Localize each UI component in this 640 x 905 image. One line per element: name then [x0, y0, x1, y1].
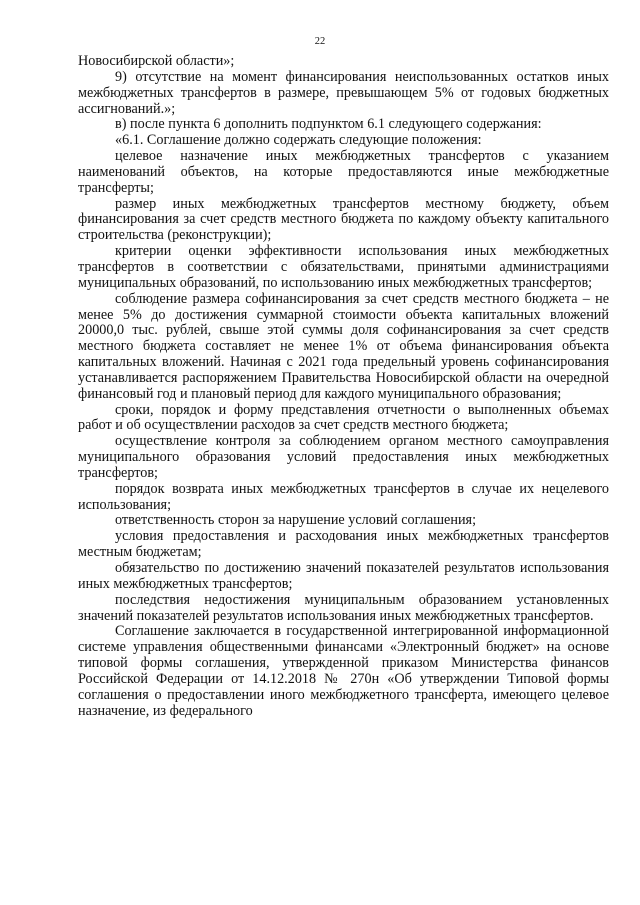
- paragraph: осуществление контроля за соблюдением органом местного самоуправления муниципального образования условий предоставления иных межбюджетных трансфертов;: [78, 433, 609, 481]
- paragraph: ответственность сторон за нарушение условий соглашения;: [115, 512, 477, 529]
- paragraph: в) после пункта 6 дополнить подпунктом 6.1 следующего содержания:: [115, 116, 542, 133]
- paragraph: критерии оценки эффективности использования иных межбюджетных трансфертов в соответствии с обязательствами, принятыми администрациями муниципальных образований, по использованию иных межбюджетных трансфертов;: [78, 243, 609, 291]
- page-number: 22: [314, 36, 326, 47]
- document-body: [78, 54, 609, 719]
- paragraph: Соглашение заключается в государственной интегрированной информационной системе управления общественными финансами «Электронный бюджет» на основе типовой формы соглашения, утвержденной приказом Министерства финансов Российской Федерации от 14.12.2018 № 270н «Об утверждении Типовой формы соглашения о предоставлении иного межбюджетного трансферта, имеющего целевое назначение, из федерального: [78, 623, 609, 719]
- paragraph: порядок возврата иных межбюджетных трансфертов в случае их нецелевого использования;: [78, 480, 609, 513]
- paragraph: «6.1. Соглашение должно содержать следующие положения:: [115, 132, 482, 149]
- paragraph: целевое назначение иных межбюджетных трансфертов с указанием наименований объектов, на которые предоставляются иные межбюджетные трансферты;: [78, 148, 609, 196]
- paragraph: соблюдение размера софинансирования за счет средств местного бюджета – не менее 5% до достижения суммарной стоимости объекта капитальных вложений 20000,0 тыс. рублей, свыше этой суммы доля софинансирования за счет средств местного бюджета составляет не менее 1% от объема финансирования объекта капитальных вложений. Начиная с 2021 года предельный уровень софинансирования устанавливается распоряжением Правительства Новосибирской области на очередной финансовый год и плановый период для каждого муниципального образования;: [78, 290, 609, 402]
- paragraph: обязательство по достижению значений показателей результатов использования иных межбюджетных трансфертов;: [78, 560, 609, 592]
- paragraph: сроки, порядок и форму представления отчетности о выполненных объемах работ и об осуществлении расходов за счет средств местного бюджета;: [78, 401, 609, 434]
- paragraph: размер иных межбюджетных трансфертов местному бюджету, объем финансирования за счет средств местного бюджета по каждому объекту капитального строительства (реконструкции);: [78, 195, 609, 244]
- paragraph: 9) отсутствие на момент финансирования неиспользованных остатков иных межбюджетных трансфертов в размере, превышающем 5% от годовых бюджетных ассигнований.»;: [78, 68, 609, 117]
- paragraph: Новосибирской области»;: [78, 53, 235, 69]
- paragraph: условия предоставления и расходования иных межбюджетных трансфертов местным бюджетам;: [78, 528, 609, 561]
- paragraph: последствия недостижения муниципальным образованием установленных значений показателей результатов использования иных межбюджетных трансфертов.: [78, 591, 609, 624]
